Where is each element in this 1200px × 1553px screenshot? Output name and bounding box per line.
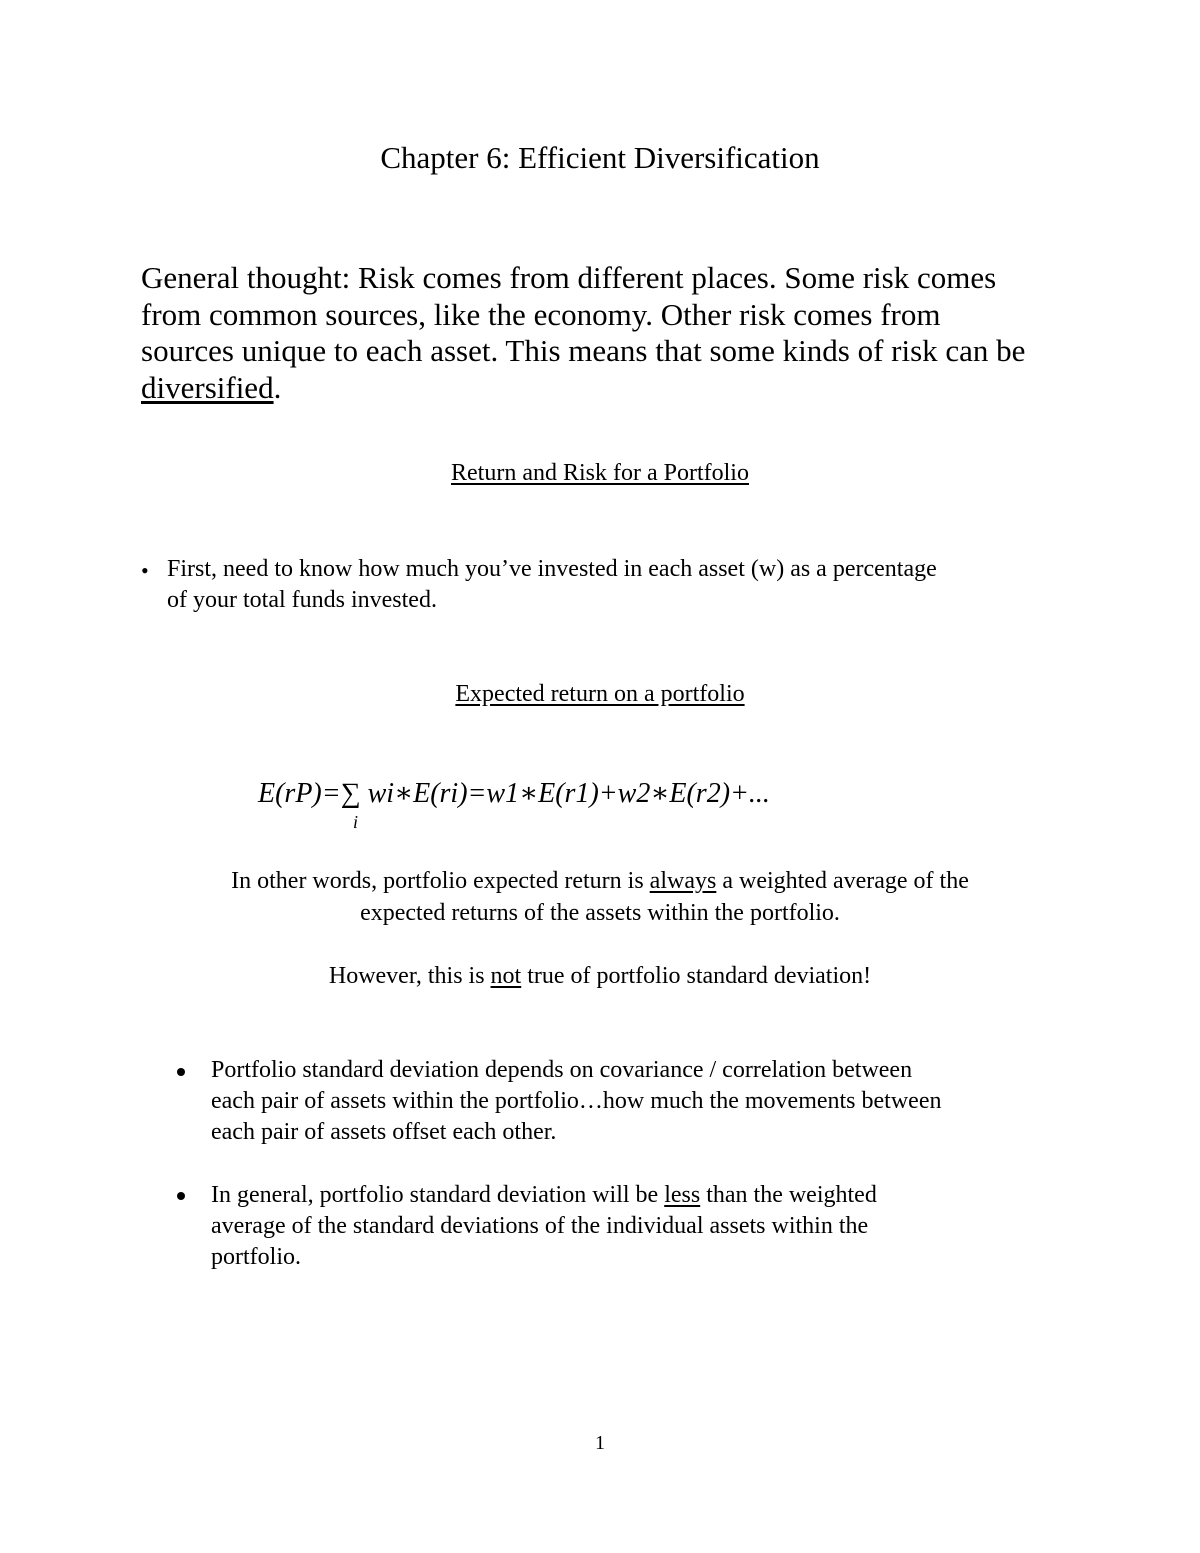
bullet-line: each pair of assets offset each other. xyxy=(211,1119,557,1145)
intro-line: from common sources, like the economy. Other risk comes from xyxy=(141,296,941,332)
intro-line: sources unique to each asset. This means that some kinds of risk can be xyxy=(141,333,1026,368)
bullet-line xyxy=(211,1180,877,1211)
summary-text: a weighted average of the xyxy=(716,868,969,894)
intro-line-end: . xyxy=(273,369,282,405)
intro-line xyxy=(141,370,1025,407)
bullet-text: than the weighted xyxy=(700,1182,877,1208)
bullet-dot xyxy=(177,1192,185,1200)
section-heading-text: Expected return on a portfolio xyxy=(455,681,745,707)
bullet-line: Portfolio standard deviation depends on covariance / correlation between xyxy=(211,1057,913,1083)
intro-line: General thought: Risk comes from different places. Some risk comes xyxy=(141,260,997,295)
bullet-text: In general, portfolio standard deviation will be xyxy=(211,1182,665,1208)
emphasis-always: always xyxy=(649,868,717,894)
summation-index: i xyxy=(353,812,359,832)
bullet-line: average of the standard deviations of the individual assets within the xyxy=(211,1213,869,1239)
summary-text: However, this is xyxy=(328,963,491,989)
bullet-line: portfolio. xyxy=(211,1244,301,1270)
summary-line xyxy=(0,865,1200,897)
page-title: Chapter 6: Efficient Diversification xyxy=(380,140,820,175)
section-heading-return-risk xyxy=(0,460,1200,487)
intro-paragraph xyxy=(141,260,1025,406)
bullet-dot xyxy=(177,1068,185,1076)
bullet-line: First, need to know how much you’ve invested in each asset (w) as a percentage xyxy=(167,556,937,582)
page-number: 1 xyxy=(595,1432,605,1454)
expected-return-formula: E(rP)=∑ wi∗E(ri)=w1∗E(r1)+w2∗E(r2)+... xyxy=(258,778,770,809)
underlined-term: diversified xyxy=(141,369,274,405)
warning-line xyxy=(0,960,1200,992)
bullet-item xyxy=(211,1055,941,1148)
summary-text: true of portfolio standard deviation! xyxy=(521,963,872,989)
bullet-line: of your total funds invested. xyxy=(167,587,437,613)
bullet-line: each pair of assets within the portfolio…how much the movements between xyxy=(211,1088,942,1114)
summary-line: expected returns of the assets within the portfolio. xyxy=(360,900,840,926)
bullet-item xyxy=(211,1180,877,1273)
bullet-item xyxy=(167,554,937,616)
section-heading-expected-return xyxy=(0,681,1200,708)
summary-text: In other words, portfolio expected return is xyxy=(231,868,650,894)
summary-paragraph xyxy=(0,865,1200,929)
bullet-marker: • xyxy=(141,558,149,583)
emphasis-not: not xyxy=(490,963,522,989)
section-heading-text: Return and Risk for a Portfolio xyxy=(451,460,749,486)
emphasis-less: less xyxy=(664,1182,701,1208)
